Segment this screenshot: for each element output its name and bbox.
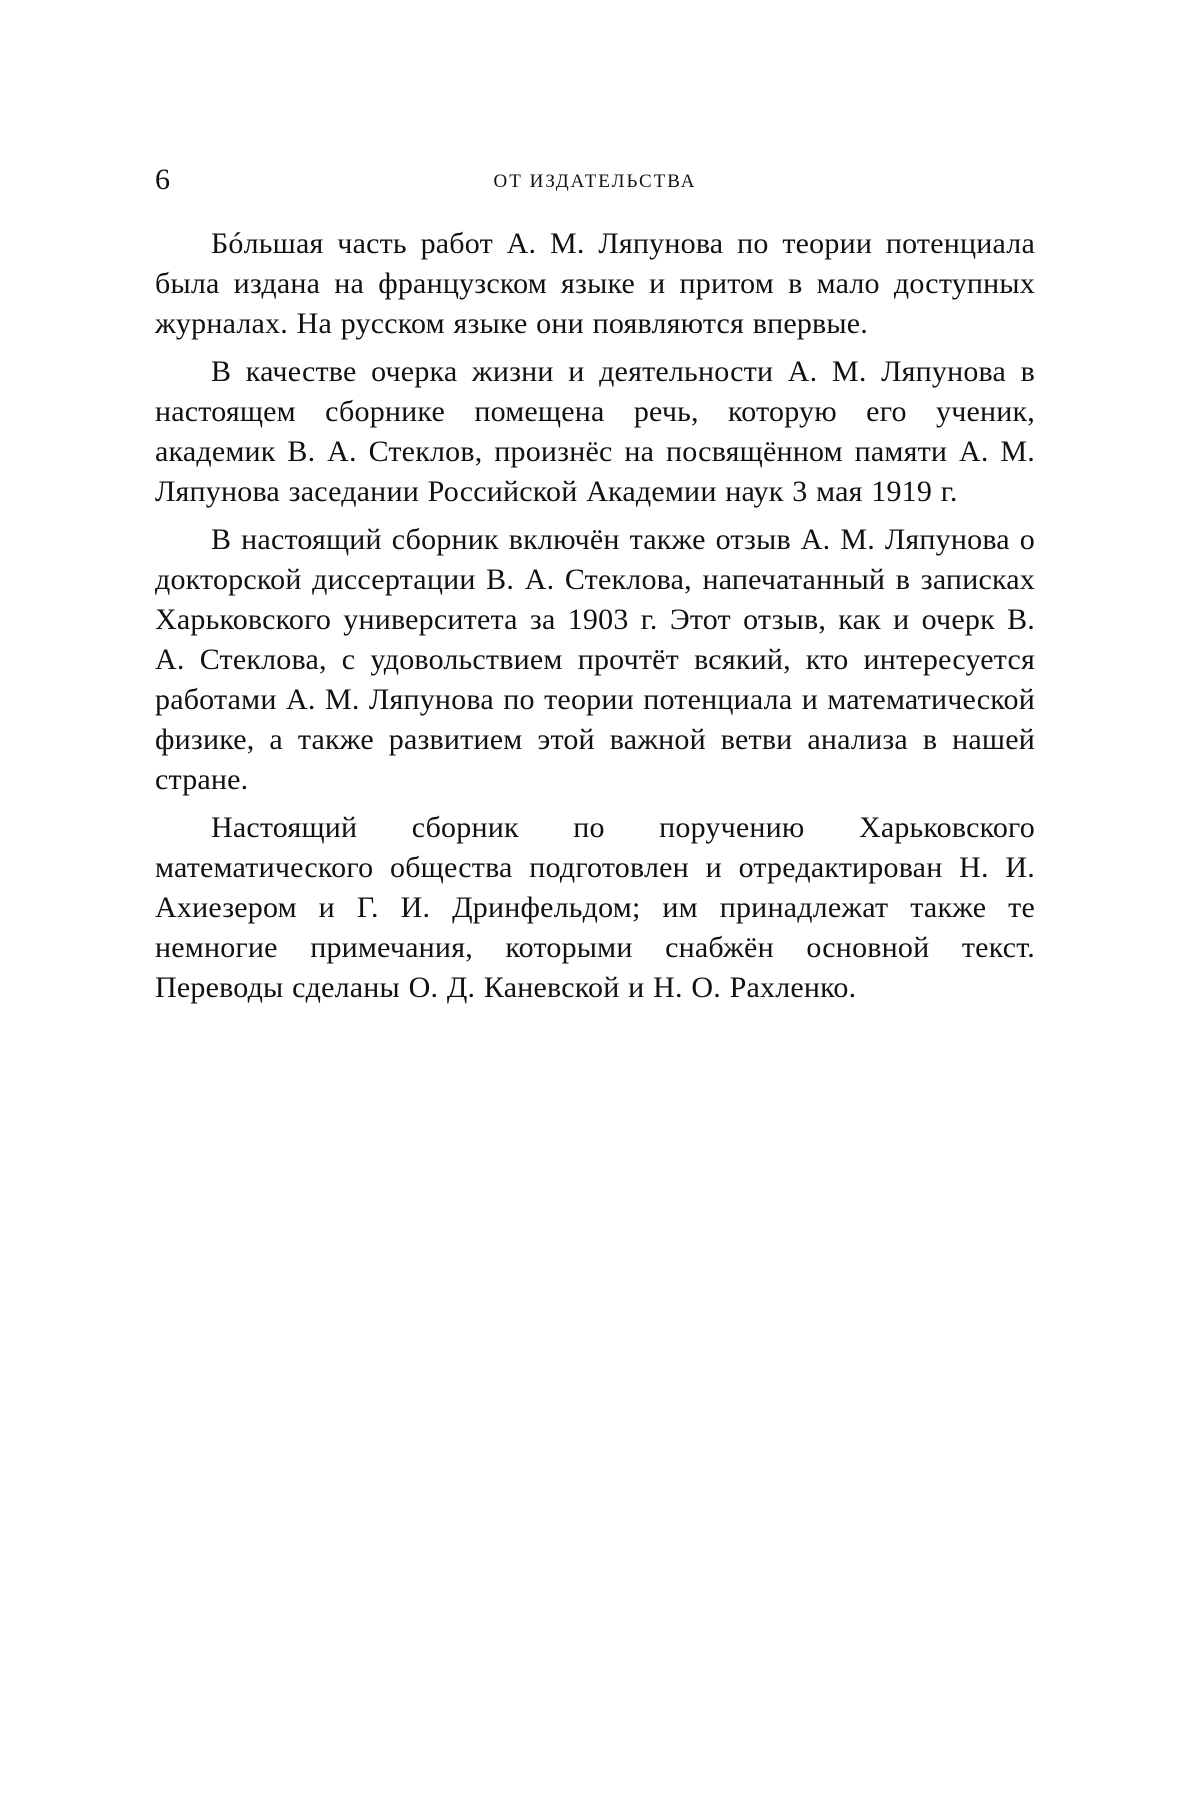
body-text [155, 224, 1035, 1016]
paragraph: В качестве очерка жизни и деятельности А. М. Ляпунова в настоящем сборнике помещена речь, которую его ученик, академик В. А. Стеклов, произнёс на посвящённом памяти А. М. Ляпунова заседании Российской Академии наук 3 мая 1919 г. [155, 352, 1035, 512]
paragraph: В настоящий сборник включён также отзыв А. М. Ляпунова о докторской диссертации В. А. Стеклова, напечатанный в записках Харьковского университета за 1903 г. Этот отзыв, как и очерк В. А. Стеклова, с удовольствием прочтёт всякий, кто интересуется работами А. М. Ляпунова по теории потенциала и математической физике, а также развитием этой важной ветви анализа в нашей стране. [155, 520, 1035, 800]
page-header [155, 160, 1035, 200]
book-page [0, 0, 1200, 1810]
page-number: 6 [155, 160, 170, 200]
paragraph: Настоящий сборник по поручению Харьковского математического общества подготовлен и отредактирован Н. И. Ахиезером и Г. И. Дринфельдом; им принадлежат также те немногие примечания, которыми снабжён основной текст. Переводы сделаны О. Д. Каневской и Н. О. Рахленко. [155, 808, 1035, 1008]
running-head: ОТ ИЗДАТЕЛЬСТВА [155, 164, 1035, 200]
paragraph: Бóльшая часть работ А. М. Ляпунова по теории потенциала была издана на французском языке и притом в мало доступных журналах. На русском языке они появляются впервые. [155, 224, 1035, 344]
